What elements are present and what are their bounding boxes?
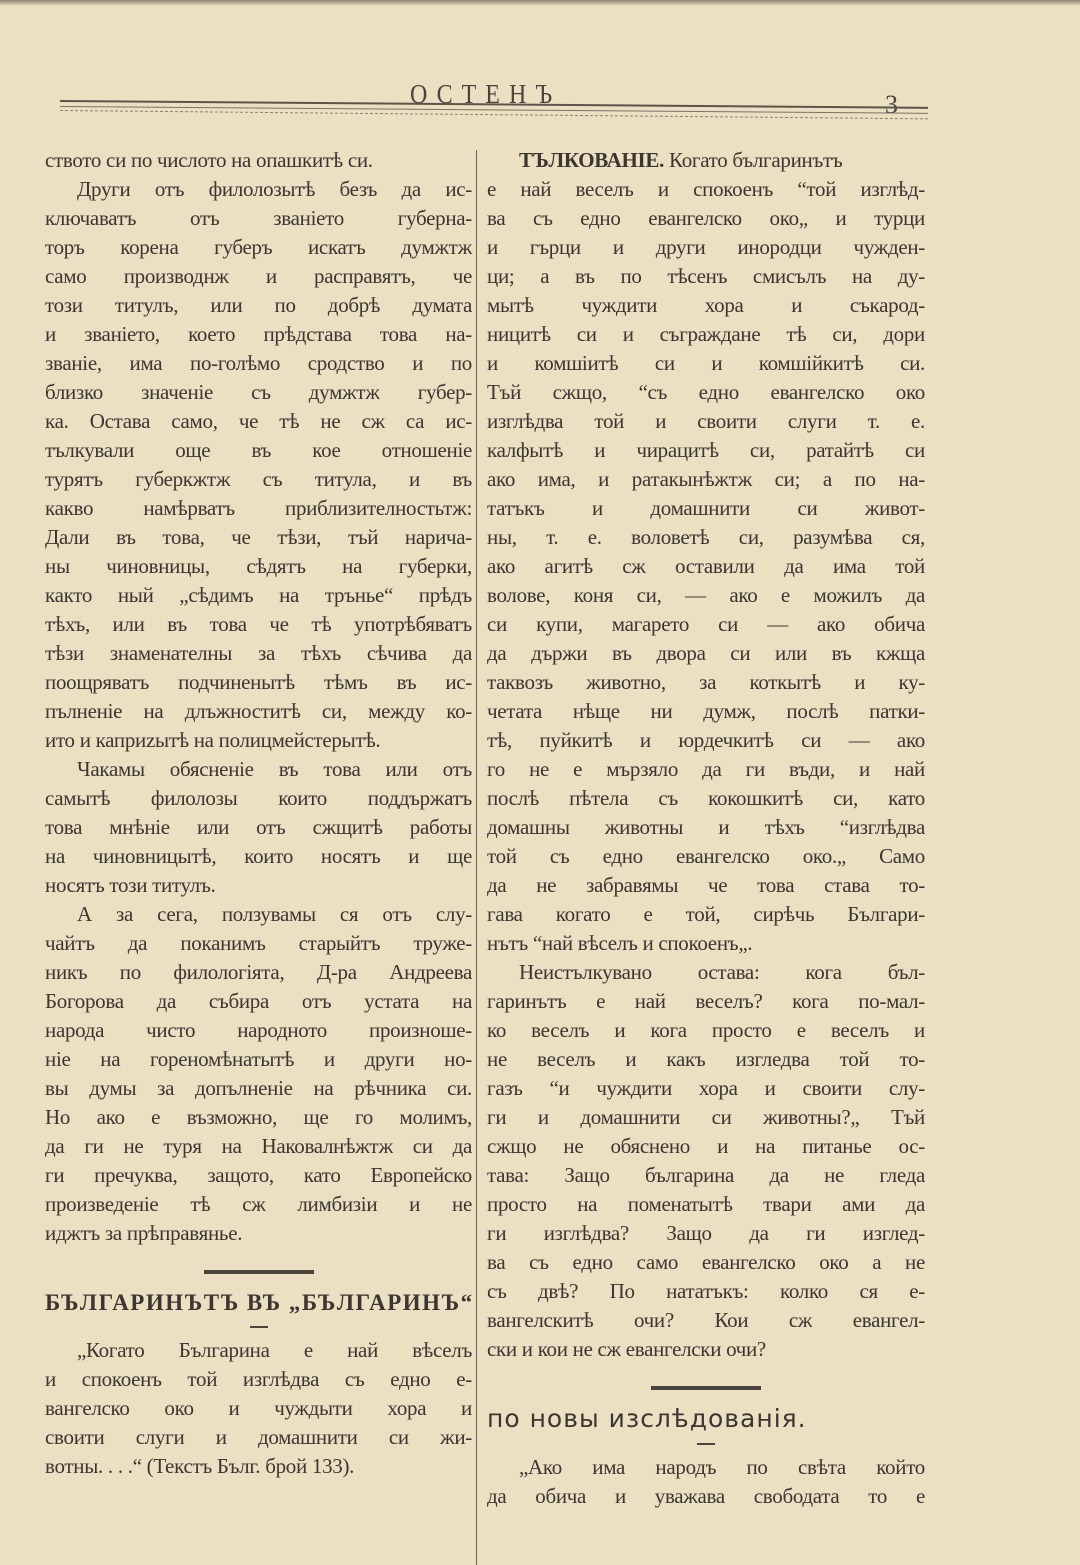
text-line: произведеніе тѣ сж лимбизіи и не	[45, 1192, 472, 1216]
text-line: татъкъ и домашнити си живот-	[487, 496, 925, 520]
text-line: тѣзи знаменателны за тѣхъ сѣчива да	[45, 641, 472, 665]
text-line: вангелско око и чуждыти хора и	[45, 1396, 472, 1420]
text-line: да обича и уважава свободата то е	[487, 1484, 925, 1508]
text-line: ги и домашнити си животны?„ Тъй	[487, 1105, 925, 1129]
text-line: калфытѣ и чирацитѣ си, ратайтѣ си	[487, 438, 925, 462]
text-line: ци; а въ по тѣсенъ смисълъ на ду-	[487, 264, 925, 288]
text-line: и комшіитѣ си и комшійкитѣ си.	[487, 351, 925, 375]
text-line: сжщо не обяснено и на питанье ос-	[487, 1134, 925, 1158]
text-line: ството си по числото на опашкитѣ си.	[45, 148, 373, 172]
text-line: ито и каприzытѣ на полицмейстерытѣ.	[45, 728, 381, 752]
lead-word: ТЪЛКОВАНІЕ.	[519, 148, 665, 172]
text-line: да ги не туря на Наковалнѣжтж си да	[45, 1134, 472, 1158]
text-line: ніе на гореномѣнатытѣ и други но-	[45, 1047, 472, 1071]
text-line: ги изглѣдва? Защо да ги изглед-	[487, 1221, 925, 1245]
text-line: тълкували още въ кое отношеніе	[45, 438, 472, 462]
text-line: Но ако е възможно, ще го молимъ,	[45, 1105, 472, 1129]
text-line: изглѣдва той и своити слуги т. е.	[487, 409, 925, 433]
text-line: ны, т. е. воловетѣ си, разумѣва ся,	[487, 525, 925, 549]
text-line: на чиновницытѣ, които носятъ и ще	[45, 844, 472, 868]
text-line: своити слуги и домашнити си жи-	[45, 1425, 472, 1449]
text-line: да държи въ двора си или въ кжща	[487, 641, 925, 665]
right-column	[487, 146, 925, 1511]
paragraph	[45, 175, 472, 755]
text-line: съ двѣ? По нататъкъ: колко ся е-	[487, 1279, 925, 1303]
text-line: той съ едно евангелско око.„ Само	[487, 844, 925, 868]
text-line: носятъ този титулъ.	[45, 873, 216, 897]
text-line: „Ако има народъ по свѣта който	[519, 1455, 925, 1479]
text-line: мытѣ чуждити хора и съкарод-	[487, 293, 925, 317]
column-divider	[476, 150, 477, 1565]
text-line: не веселъ и какъ изгледва той то-	[487, 1047, 925, 1071]
left-column	[45, 146, 472, 1481]
text-line: ва съ едно евангелско око„ и турци	[487, 206, 925, 230]
text-line: ги пречуква, защото, като Европейско	[45, 1163, 472, 1187]
text-line: вангелскитѣ очи? Кои сж евангел-	[487, 1308, 925, 1332]
newspaper-title: ОСТЕНЪ	[410, 79, 562, 110]
text-line: поощряватъ подчиненытѣ тѣмъ въ ис-	[45, 670, 472, 694]
text-line: торъ корена губеръ искатъ думжтж	[45, 235, 472, 259]
text-line: просто на поменатытѣ твари ами да	[487, 1192, 925, 1216]
text-line: тава: Защо българина да не гледа	[487, 1163, 925, 1187]
text-line: четата нѣще ни думж, послѣ патки-	[487, 699, 925, 723]
text-line: близко значеніе съ думжтж губер-	[45, 380, 472, 404]
text-line: и спокоенъ той изглѣдва съ едно е-	[45, 1367, 472, 1391]
text-line: газъ “и чуждити хора и своити слу-	[487, 1076, 925, 1100]
text-line: тѣхъ, или въ това че тѣ употрѣбяватъ	[45, 612, 472, 636]
text-line-rest: Когато българинътъ	[664, 148, 843, 172]
text-line: какво намѣрватъ приблизителностьтж:	[45, 496, 472, 520]
paragraph	[45, 900, 472, 1248]
text-line: званіе, има по-голѣмо сродство и по	[45, 351, 472, 375]
article-heading: по новы изслѣдованія.	[487, 1404, 807, 1433]
heading-dash	[697, 1443, 715, 1445]
quote-paragraph	[45, 1336, 472, 1481]
text-line: да не забравямы че това става то-	[487, 873, 925, 897]
quote-paragraph	[487, 1453, 925, 1511]
paragraph	[487, 958, 925, 1364]
text-line: ва съ едно само евангелско око а не	[487, 1250, 925, 1274]
text-line: Други отъ филолозытѣ безъ да ис-	[77, 177, 472, 201]
text-line: гава когато е той, сирѣчь Българи-	[487, 902, 925, 926]
paragraph	[487, 146, 925, 958]
page-number: 3	[885, 90, 898, 119]
text-line: го не е мързяло да ги въди, и най	[487, 757, 925, 781]
text-line: таквозъ животно, за коткытѣ и ку-	[487, 670, 925, 694]
text-line: пълненіе на длъжноститѣ си, между ко-	[45, 699, 472, 723]
section-rule	[204, 1270, 314, 1274]
text-line: ницитѣ си и съграждане тѣ си, дори	[487, 322, 925, 346]
text-line: си купи, магарето си — ако обича	[487, 612, 925, 636]
text-line: ски и кои не сж евангелски очи?	[487, 1337, 766, 1361]
text-line	[487, 146, 925, 175]
heading-dash	[250, 1326, 268, 1328]
text-line: и гърци и други инородци чужден-	[487, 235, 925, 259]
text-line: Чакамы обясненіе въ това или отъ	[77, 757, 472, 781]
text-line: е най веселъ и спокоенъ “той изглѣд-	[487, 177, 925, 201]
text-line: тѣ, пуйкитѣ и юрдечкитѣ си — ако	[487, 728, 925, 752]
text-line: вы думы за допълненіе на рѣчника си.	[45, 1076, 472, 1100]
text-line: ако агитѣ сж оставили да има той	[487, 554, 925, 578]
paragraph	[45, 146, 472, 175]
text-line: чайтъ да поканимъ старыйтъ труже-	[45, 931, 472, 955]
text-line: ключаватъ отъ званіето губерна-	[45, 206, 472, 230]
text-line: Дали въ това, че тѣзи, тъй нарича-	[45, 525, 472, 549]
text-line: послѣ пѣтела съ кокошкитѣ си, като	[487, 786, 925, 810]
text-line: ны чиновницы, сѣдятъ на губерки,	[45, 554, 472, 578]
text-line: домашны животны и тѣхъ “изглѣдва	[487, 815, 925, 839]
text-line: както ный „сѣдимъ на трънье“ прѣдъ	[45, 583, 472, 607]
text-line: и званіето, което прѣдстава това на-	[45, 322, 472, 346]
section-rule	[651, 1386, 761, 1390]
text-line: никъ по филологіята, Д-ра Андреева	[45, 960, 472, 984]
text-line: волове, коня си, — ако е можилъ да	[487, 583, 925, 607]
paragraph	[45, 755, 472, 900]
text-line: самытѣ филолозы които поддържатъ	[45, 786, 472, 810]
page-top-edge	[0, 0, 1080, 6]
text-line: нътъ “най вѣселъ и спокоенъ„.	[487, 931, 753, 955]
text-line: това мнѣніе или отъ сжщитѣ работы	[45, 815, 472, 839]
text-line: иджтъ за прѣправянье.	[45, 1221, 243, 1245]
text-line: А за сега, ползувамы ся отъ слу-	[77, 902, 472, 926]
text-line: ка. Остава само, че тѣ не сж са ис-	[45, 409, 472, 433]
text-line: гаринътъ е най веселъ? кога по-мал-	[487, 989, 925, 1013]
text-line: ко веселъ и кога просто е веселъ и	[487, 1018, 925, 1042]
text-line: Тъй сжщо, “съ едно евангелско око	[487, 380, 925, 404]
text-line: вотны. . . .“ (Текстъ Бълг. брой 133).	[45, 1454, 355, 1478]
text-line: Неистълкувано остава: кога бъл-	[519, 960, 925, 984]
text-line: този титулъ, или по добрѣ думата	[45, 293, 472, 317]
text-line: само производнж и расправятъ, че	[45, 264, 472, 288]
text-line: Богорова да събира отъ устата на	[45, 989, 472, 1013]
text-line: турятъ губеркжтж съ титула, и въ	[45, 467, 472, 491]
article-heading: БЪЛГАРИНЪТЪ ВЪ „БЪЛГАРИНЪ“	[45, 1290, 474, 1315]
text-line: народа чисто народното произноше-	[45, 1018, 472, 1042]
text-line: ако има, и ратакынѣжтж си; а по на-	[487, 467, 925, 491]
text-line: „Когато Българина е най вѣселъ	[77, 1338, 472, 1362]
